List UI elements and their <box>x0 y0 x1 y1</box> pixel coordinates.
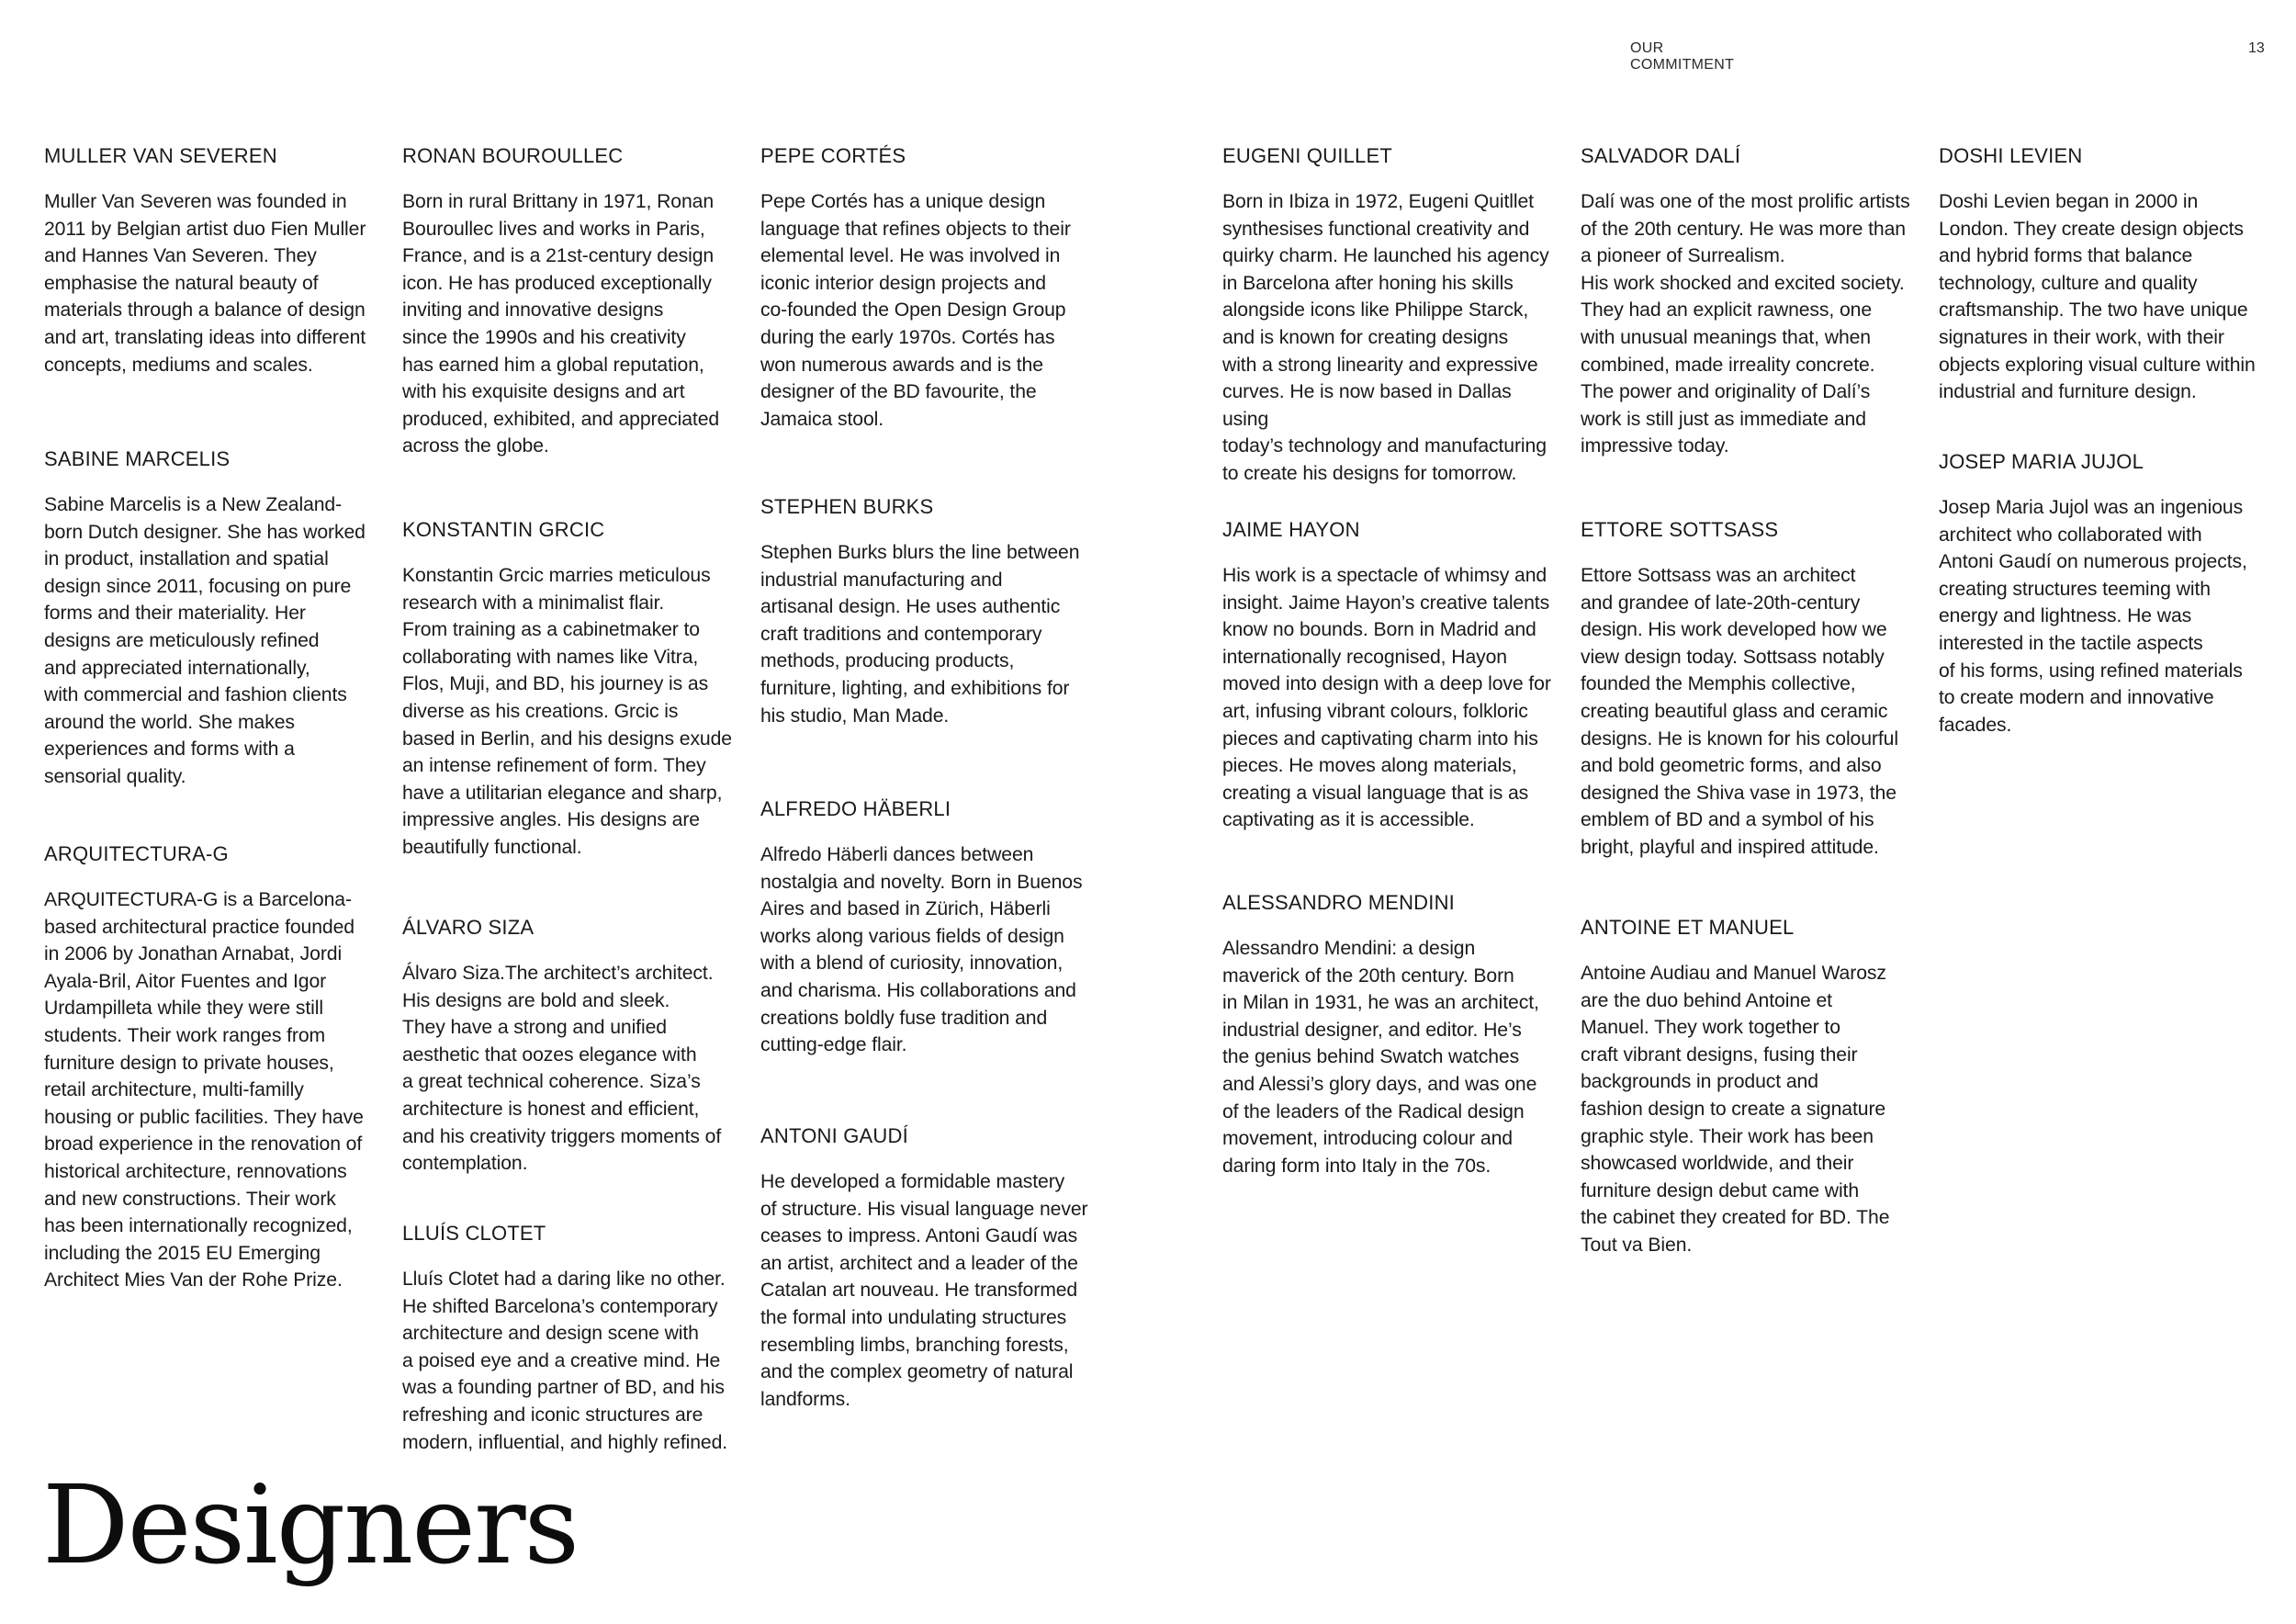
designer-entry <box>760 1122 1093 1413</box>
designer-entry <box>1222 889 1555 1179</box>
designer-name: ALESSANDRO MENDINI <box>1222 891 1455 914</box>
designer-entry <box>1581 516 1913 862</box>
designer-bio: Dalí was one of the most prolific artists of the 20th century. He was more than a pioneer of Surrealism. His work shocked and excited society. They had an explicit rawness, one with unusual meanings that, when combined, made irreality concrete. The power and originality of Dalí’s work is still just as immediate and impressive today. <box>1581 191 1910 457</box>
page-title: Designers <box>42 1461 579 1588</box>
designer-name: RONAN BOUROULLEC <box>402 144 624 167</box>
designer-name: JOSEP MARIA JUJOL <box>1939 450 2144 473</box>
designer-entry <box>1939 142 2271 406</box>
designer-name: SALVADOR DALÍ <box>1581 144 1741 167</box>
section-header: OUR COMMITMENT <box>1630 40 1735 73</box>
designer-entry <box>44 445 377 791</box>
designer-bio: Josep Maria Jujol was an ingenious architect who collaborated with Antoni Gaudí on numerous projects, creating structures teeming with energy and lightness. He was interested in the tactile aspects of his forms, using refined materials to create modern and innovative facades. <box>1939 497 2247 736</box>
designer-name: PEPE CORTÉS <box>760 144 906 167</box>
designer-entry <box>1222 516 1555 834</box>
designer-name: STEPHEN BURKS <box>760 495 934 518</box>
designer-bio: Muller Van Severen was founded in 2011 by Belgian artist duo Fien Muller and Hannes Van Severen. They emphasise the natural beauty of materials through a balance of design and art, translating ideas into different concepts, mediums and scales. <box>44 191 366 376</box>
designer-bio: Alfredo Häberli dances between nostalgia and novelty. Born in Buenos Aires and based in Zürich, Häberli works along various fields of design with a blend of curiosity, innovation, and charisma. His collaborations and creations boldly fuse tradition and cutting-edge flair. <box>760 844 1083 1056</box>
designer-name: LLUÍS CLOTET <box>402 1222 546 1245</box>
designer-name: ANTOINE ET MANUEL <box>1581 916 1795 939</box>
designer-bio: Sabine Marcelis is a New Zealand- born Dutch designer. She has worked in product, installation and spatial design since 2011, focusing on pure forms and their materiality. Her designs are meticulously refined and appreciated internationally, with commercial and fashion clients around the world. She makes experiences and forms with a sensorial quality. <box>44 494 366 787</box>
designer-bio: Born in Ibiza in 1972, Eugeni Quitllet synthesises functional creativity and quirky charm. He launched his agency in Barcelona after honing his skills alongside icons like Philippe Starck, and is known for creating designs with a strong linearity and expressive curves. He is now based in Dallas using today’s technology and manufacturing to create his designs for tomorrow. <box>1222 191 1549 484</box>
designer-entry <box>44 840 377 1294</box>
designer-entry <box>1581 914 1913 1259</box>
designer-bio: Ettore Sottsass was an architect and grandee of late-20th-century design. His work developed how we view design today. Sottsass notably founded the Memphis collective, creating beautiful glass and ceramic designs. He is known for his colourful and bold geometric forms, and also designed the Shiva vase in 1973, the emblem of BD and a symbol of his bright, playful and inspired attitude. <box>1581 565 1898 858</box>
designer-name: DOSHI LEVIEN <box>1939 144 2083 167</box>
designer-bio: Alessandro Mendini: a design maverick of the 20th century. Born in Milan in 1931, he was an architect, industrial designer, and editor. He’s the genius behind Swatch watches and Alessi’s glory days, and was one of the leaders of the Radical design movement, introducing colour and daring form into Italy in the 70s. <box>1222 938 1539 1177</box>
designer-entry <box>402 142 735 460</box>
page-number: 13 <box>2248 40 2265 56</box>
designer-bio: ARQUITECTURA-G is a Barcelona- based architectural practice founded in 2006 by Jonathan Arnabat, Jordi Ayala-Bril, Aitor Fuentes and Igor Urdampilleta while they were still students. Their work ranges from furniture design to private houses, retail architecture, multi-familly housing or public facilities. They have broad experience in the renovation of historical architecture, rennovations and new constructions. Their work has been internationally recognized, including the 2015 EU Emerging Architect Mies Van der Rohe Prize. <box>44 889 364 1291</box>
designer-name: MULLER VAN SEVEREN <box>44 144 277 167</box>
designer-entry <box>760 493 1093 729</box>
designer-entry <box>44 142 377 378</box>
designer-bio: His work is a spectacle of whimsy and insight. Jaime Hayon’s creative talents know no bounds. Born in Madrid and internationally recognised, Hayon moved into design with a deep love for art, infusing vibrant colours, folkloric pieces and captivating charm into his pieces. He moves along materials, creating a visual language that is as captivating as it is accessible. <box>1222 565 1551 831</box>
designer-bio: Pepe Cortés has a unique design language that refines objects to their elemental level. He was involved in iconic interior design projects and co-founded the Open Design Group during the early 1970s. Cortés has won numerous awards and is the designer of the BD favourite, the Jamaica stool. <box>760 191 1071 430</box>
designer-bio: Konstantin Grcic marries meticulous research with a minimalist flair. From training as a cabinetmaker to collaborating with names like Vitra, Flos, Muji, and BD, his journey is as diverse as his creations. Grcic is based in Berlin, and his designs exude an intense refinement of form. They have a utilitarian elegance and sharp, impressive angles. His designs are beautifully functional. <box>402 565 732 858</box>
designer-name: SABINE MARCELIS <box>44 447 231 470</box>
designer-name: KONSTANTIN GRCIC <box>402 518 605 541</box>
designer-name: EUGENI QUILLET <box>1222 144 1392 167</box>
designer-name: ARQUITECTURA-G <box>44 842 229 865</box>
designer-entry <box>402 914 735 1178</box>
designer-name: JAIME HAYON <box>1222 518 1360 541</box>
designer-entry <box>760 142 1093 433</box>
designer-bio: Antoine Audiau and Manuel Warosz are the duo behind Antoine et Manuel. They work together to craft vibrant designs, fusing their backgrounds in product and fashion design to create a signature graphic style. Their work has been showcased worldwide, and their furniture design debut came with the cabinet they created for BD. The Tout va Bien. <box>1581 963 1890 1256</box>
designer-entry <box>1222 142 1555 488</box>
designer-name: ÁLVARO SIZA <box>402 916 535 939</box>
designer-entry <box>1939 448 2271 739</box>
designer-bio: Lluís Clotet had a daring like no other. He shifted Barcelona’s contemporary architecture and design scene with a poised eye and a creative mind. He was a founding partner of BD, and his refreshing and iconic structures are modern, influential, and highly refined. <box>402 1269 728 1453</box>
designer-entry <box>1581 142 1913 460</box>
designer-bio: Doshi Levien began in 2000 in London. They create design objects and hybrid forms that balance technology, culture and quality craftsmanship. The two have unique signatures in their work, with their objects exploring visual culture within industrial and furniture design. <box>1939 191 2256 403</box>
designer-name: ETTORE SOTTSASS <box>1581 518 1779 541</box>
designer-entry <box>760 795 1093 1059</box>
designer-bio: He developed a formidable mastery of structure. His visual language never ceases to impress. Antoni Gaudí was an artist, architect and a leader of the Catalan art nouveau. He transformed the formal into undulating structures resembling limbs, branching forests, and the complex geometry of natural landforms. <box>760 1171 1088 1410</box>
designer-entry <box>402 1220 735 1456</box>
designer-name: ALFREDO HÄBERLI <box>760 797 951 820</box>
designer-bio: Stephen Burks blurs the line between industrial manufacturing and artisanal design. He uses authentic craft traditions and contemporary methods, producing products, furniture, lighting, and exhibitions for his studio, Man Made. <box>760 542 1080 727</box>
designer-name: ANTONI GAUDÍ <box>760 1124 908 1147</box>
designer-bio: Álvaro Siza.The architect’s architect. His designs are bold and sleek. They have a strong and unified aesthetic that oozes elegance with a great technical coherence. Siza’s architecture is honest and efficient, and his creativity triggers moments of contemplation. <box>402 963 722 1175</box>
designer-bio: Born in rural Brittany in 1971, Ronan Bouroullec lives and works in Paris, France, and is a 21st-century design icon. He has produced exceptionally inviting and innovative designs since the 1990s and his creativity has earned him a global reputation, with his exquisite designs and art produced, exhibited, and appreciated across the globe. <box>402 191 720 457</box>
designer-entry <box>402 516 735 862</box>
